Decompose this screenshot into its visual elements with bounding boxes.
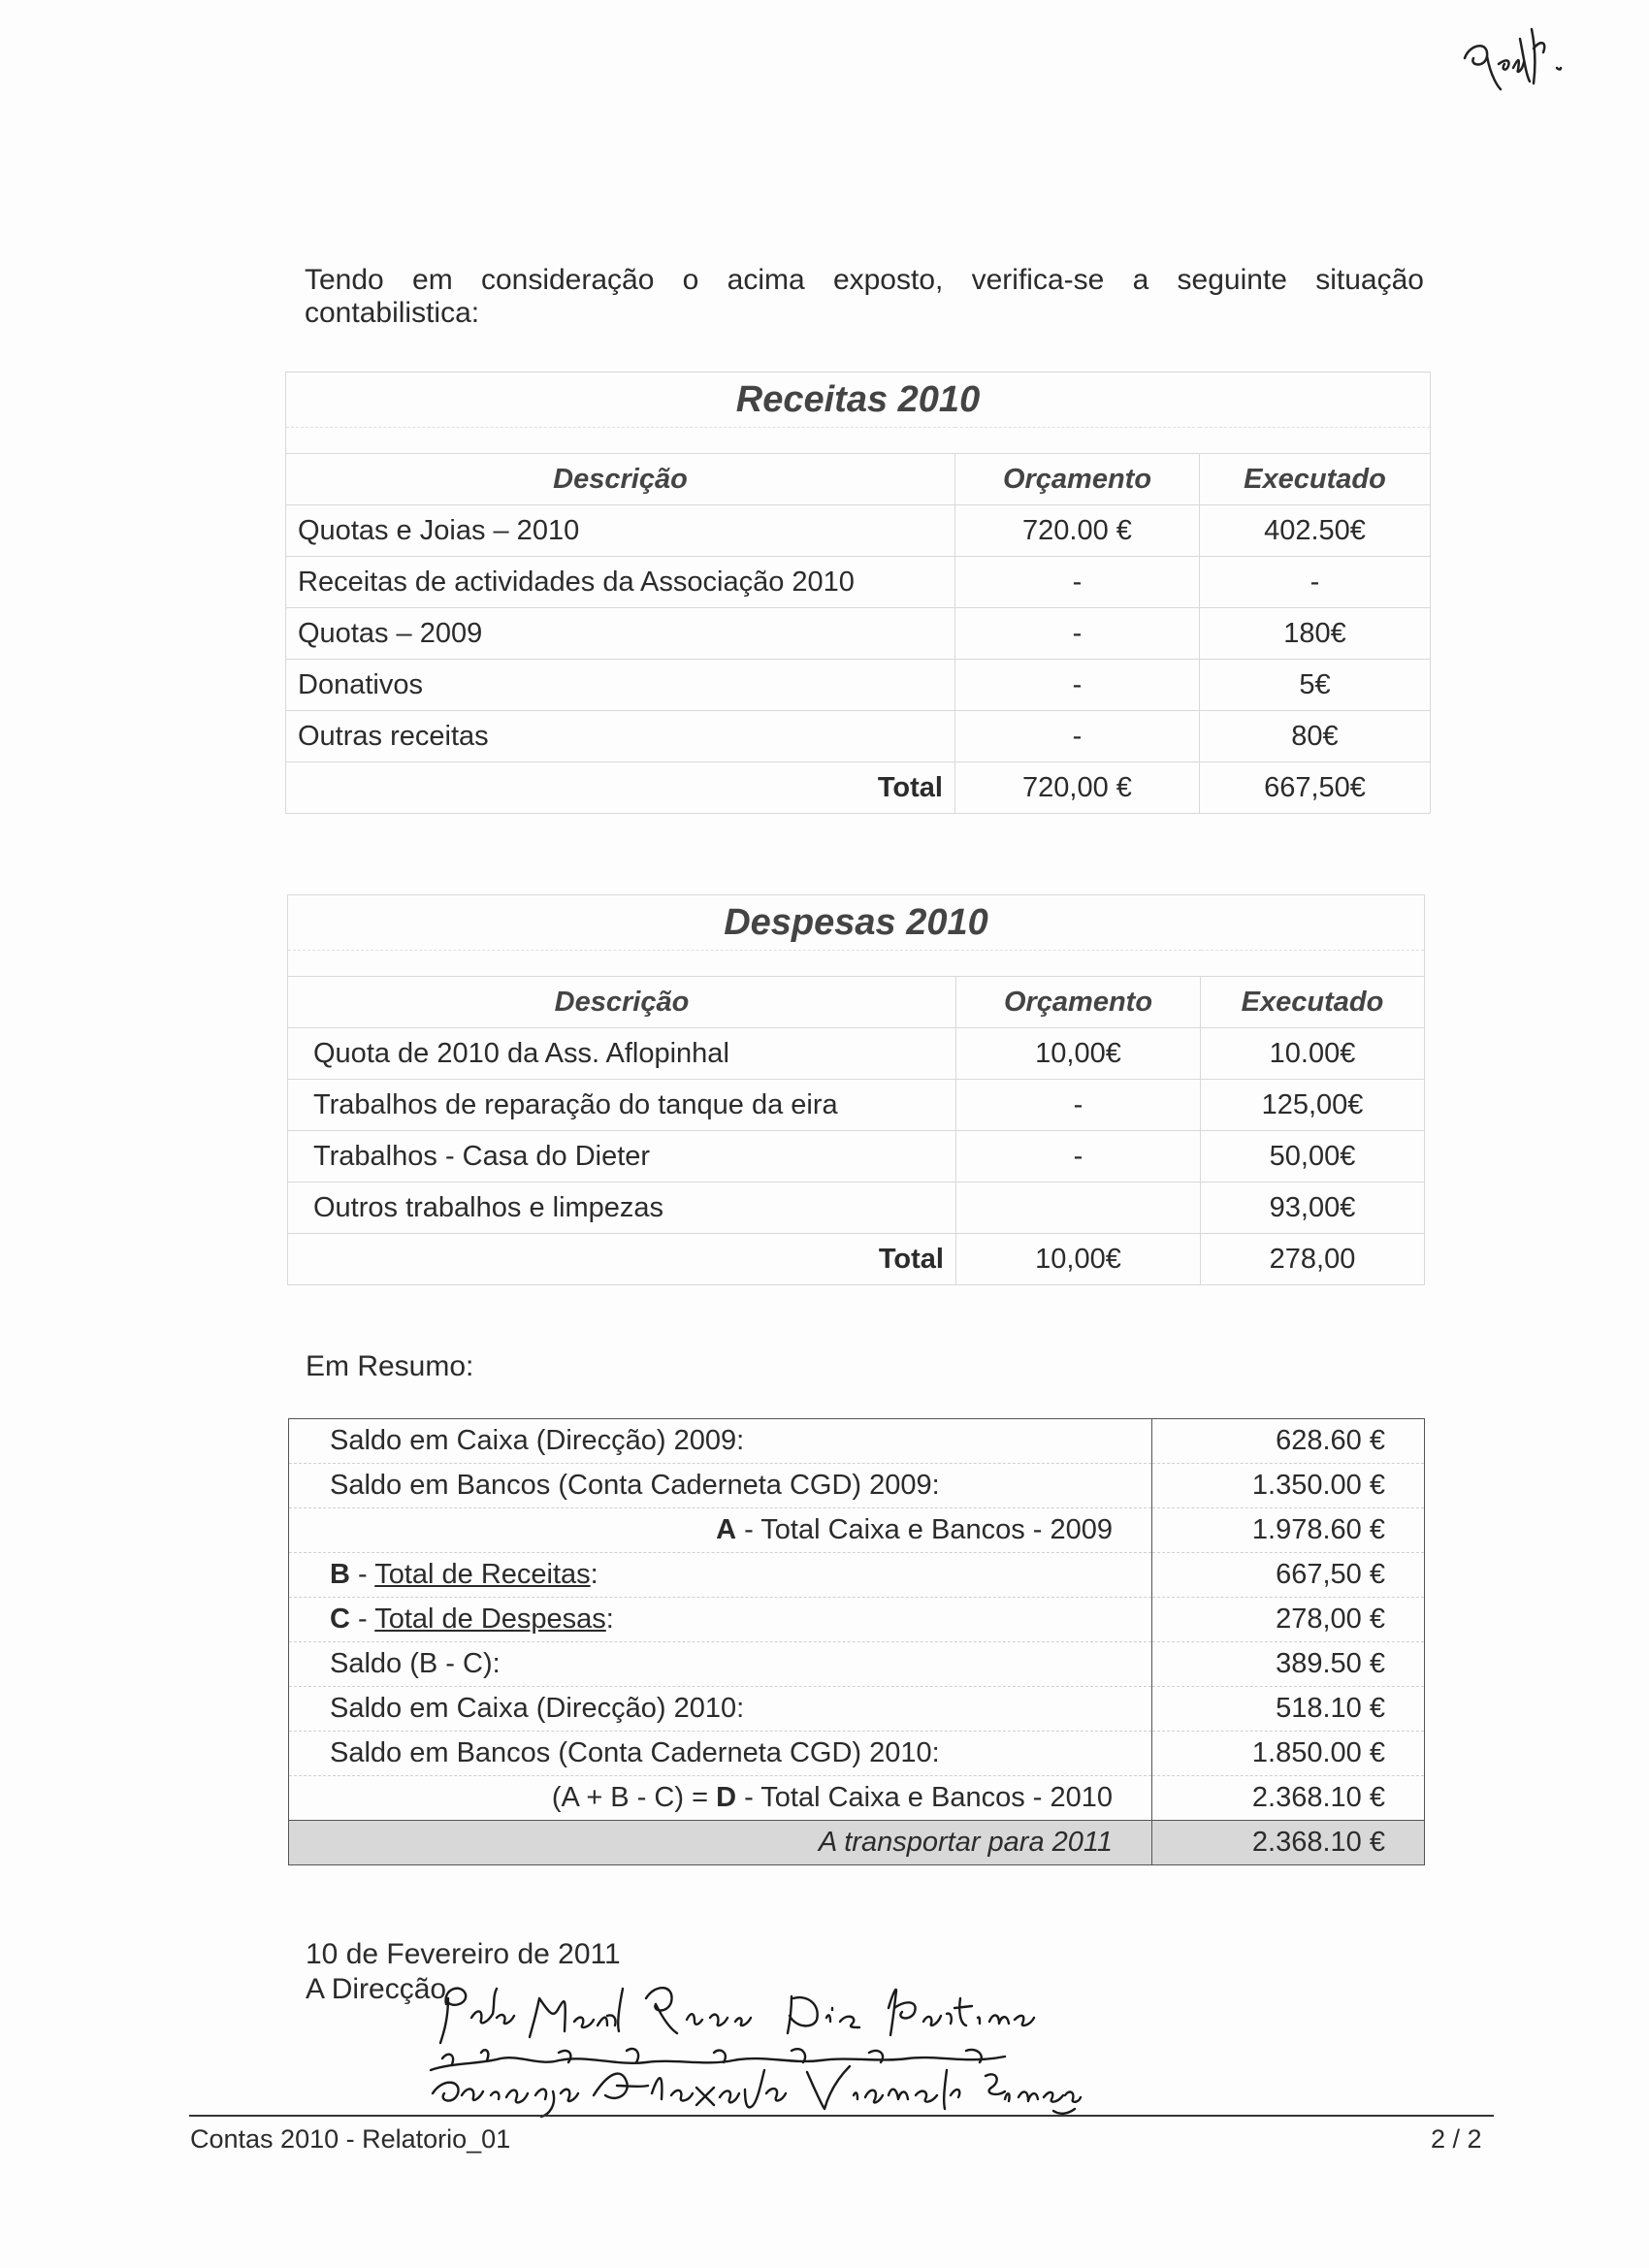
row-orcamento: -	[955, 608, 1200, 660]
table-row	[286, 505, 1431, 557]
carry-forward-label: A transportar para 2011	[289, 1821, 1152, 1865]
row-orcamento: -	[956, 1080, 1201, 1131]
total-orcamento: 10,00€	[956, 1234, 1201, 1285]
intro-paragraph: Tendo em consideração o acima exposto, verifica-se a seguinte situação contabilistica:	[305, 264, 1424, 329]
col-header-executado: Executado	[1201, 977, 1425, 1028]
resumo-value: 518.10 €	[1152, 1687, 1425, 1732]
resumo-value: 2.368.10 €	[1152, 1776, 1425, 1821]
table-row	[289, 1553, 1425, 1598]
resumo-label: Saldo em Caixa (Direcção) 2009:	[289, 1419, 1152, 1464]
table-row	[286, 557, 1431, 608]
total-label: Total	[286, 762, 955, 814]
resumo-label: Saldo em Bancos (Conta Caderneta CGD) 2010:	[289, 1732, 1152, 1776]
receitas-header-row	[286, 454, 1431, 505]
total-executado: 278,00	[1201, 1234, 1425, 1285]
resumo-value: 1.850.00 €	[1152, 1732, 1425, 1776]
total-orcamento: 720,00 €	[955, 762, 1200, 814]
resumo-label: A - Total Caixa e Bancos - 2009	[289, 1508, 1152, 1553]
receitas-title: Receitas 2010	[286, 373, 1431, 428]
row-description: Trabalhos - Casa do Dieter	[288, 1131, 956, 1183]
row-executado: 5€	[1200, 660, 1431, 711]
table-row	[289, 1776, 1425, 1821]
table-row	[288, 1080, 1425, 1131]
resumo-label: C - Total de Despesas:	[289, 1598, 1152, 1642]
resumo-label: Saldo em Caixa (Direcção) 2010:	[289, 1687, 1152, 1732]
table-row	[288, 1131, 1425, 1183]
table-row	[286, 660, 1431, 711]
row-orcamento: 720.00 €	[955, 505, 1200, 557]
table-row	[289, 1598, 1425, 1642]
total-row	[286, 762, 1431, 814]
table-row	[289, 1464, 1425, 1508]
resumo-label: Saldo (B - C):	[289, 1642, 1152, 1687]
resumo-table	[288, 1418, 1425, 1865]
table-row	[286, 608, 1431, 660]
total-row	[288, 1234, 1425, 1285]
footer-divider	[189, 2115, 1494, 2117]
col-header-descricao: Descrição	[288, 977, 956, 1028]
row-executado: 125,00€	[1201, 1080, 1425, 1131]
col-header-orcamento: Orçamento	[955, 454, 1200, 505]
resumo-label: B - Total de Receitas:	[289, 1553, 1152, 1598]
table-row	[288, 1028, 1425, 1080]
resumo-value: 389.50 €	[1152, 1642, 1425, 1687]
table-row	[286, 711, 1431, 762]
row-executado: -	[1200, 557, 1431, 608]
despesas-table	[287, 894, 1425, 1285]
row-executado: 402.50€	[1200, 505, 1431, 557]
row-orcamento: -	[956, 1131, 1201, 1183]
footer-page-number: 2 / 2	[1431, 2124, 1482, 2154]
resumo-value: 1.978.60 €	[1152, 1508, 1425, 1553]
resumo-value: 278,00 €	[1152, 1598, 1425, 1642]
total-label: Total	[288, 1234, 956, 1285]
row-description: Quotas – 2009	[286, 608, 955, 660]
row-description: Quota de 2010 da Ass. Aflopinhal	[288, 1028, 956, 1080]
row-executado: 10.00€	[1201, 1028, 1425, 1080]
row-executado: 80€	[1200, 711, 1431, 762]
carry-forward-value: 2.368.10 €	[1152, 1821, 1425, 1865]
total-executado: 667,50€	[1200, 762, 1431, 814]
row-description: Trabalhos de reparação do tanque da eira	[288, 1080, 956, 1131]
table-row	[289, 1419, 1425, 1464]
col-header-orcamento: Orçamento	[956, 977, 1201, 1028]
receitas-table	[285, 372, 1431, 814]
row-orcamento: 10,00€	[956, 1028, 1201, 1080]
row-description: Quotas e Joias – 2010	[286, 505, 955, 557]
carry-forward-row	[289, 1821, 1425, 1865]
row-description: Outros trabalhos e limpezas	[288, 1183, 956, 1234]
row-executado: 50,00€	[1201, 1131, 1425, 1183]
row-orcamento: -	[955, 557, 1200, 608]
resumo-label: (A + B - C) = D - Total Caixa e Bancos - 2010	[289, 1776, 1152, 1821]
handwritten-signatures	[423, 1969, 1083, 2124]
table-row	[289, 1687, 1425, 1732]
footer-document-name: Contas 2010 - Relatorio_01	[190, 2124, 511, 2154]
resumo-label: Saldo em Bancos (Conta Caderneta CGD) 2009:	[289, 1464, 1152, 1508]
initials-signature	[1460, 19, 1576, 97]
row-orcamento: -	[955, 660, 1200, 711]
row-executado: 180€	[1200, 608, 1431, 660]
col-header-executado: Executado	[1200, 454, 1431, 505]
signatory-label: A Direcção	[306, 1973, 447, 2005]
resumo-heading: Em Resumo:	[306, 1350, 474, 1382]
row-description: Receitas de actividades da Associação 2010	[286, 557, 955, 608]
resumo-value: 628.60 €	[1152, 1419, 1425, 1464]
table-row	[288, 1183, 1425, 1234]
table-row	[289, 1508, 1425, 1553]
despesas-header-row	[288, 977, 1425, 1028]
col-header-descricao: Descrição	[286, 454, 955, 505]
row-orcamento	[956, 1183, 1201, 1234]
resumo-value: 667,50 €	[1152, 1553, 1425, 1598]
row-executado: 93,00€	[1201, 1183, 1425, 1234]
row-orcamento: -	[955, 711, 1200, 762]
table-row	[289, 1732, 1425, 1776]
resumo-value: 1.350.00 €	[1152, 1464, 1425, 1508]
despesas-title: Despesas 2010	[288, 895, 1425, 951]
table-row	[289, 1642, 1425, 1687]
row-description: Donativos	[286, 660, 955, 711]
document-date: 10 de Fevereiro de 2011	[306, 1938, 621, 1970]
row-description: Outras receitas	[286, 711, 955, 762]
